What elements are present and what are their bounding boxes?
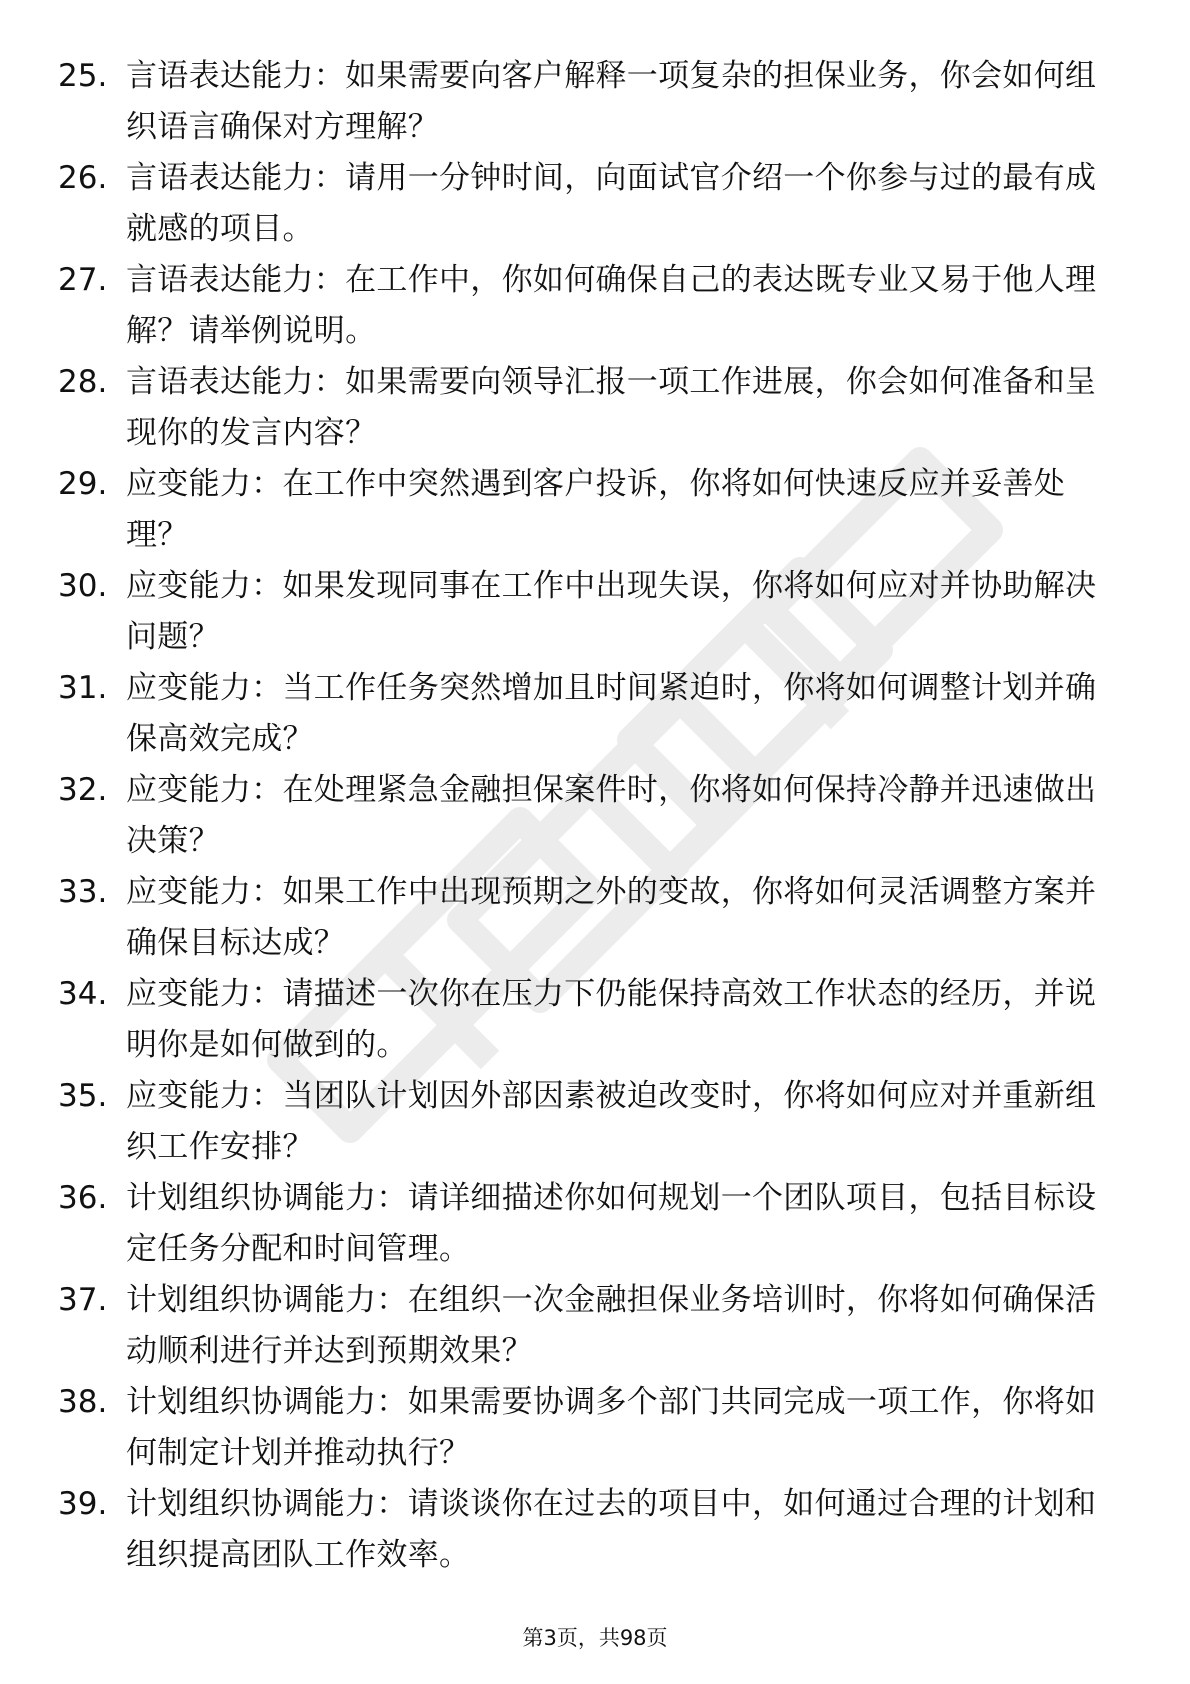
- question-text: 应变能力：在处理紧急金融担保案件时，你将如何保持冷静并迅速做出决策？: [126, 772, 1097, 859]
- question-text: 计划组织协调能力：在组织一次金融担保业务培训时，你将如何确保活动顺利进行并达到预期效果？: [126, 1282, 1097, 1369]
- question-item: [58, 1479, 1108, 1581]
- question-number: 29.: [58, 466, 108, 502]
- question-item: [58, 51, 1108, 153]
- question-item: [58, 765, 1108, 867]
- question-text: 计划组织协调能力：请谈谈你在过去的项目中，如何通过合理的计划和组织提高团队工作效率。: [126, 1486, 1097, 1573]
- question-number: 28.: [58, 364, 108, 400]
- question-item: [58, 459, 1108, 561]
- question-text: 计划组织协调能力：如果需要协调多个部门共同完成一项工作，你将如何制定计划并推动执行？: [126, 1384, 1097, 1471]
- question-text: 言语表达能力：在工作中，你如何确保自己的表达既专业又易于他人理解？请举例说明。: [126, 262, 1097, 349]
- question-number: 35.: [58, 1078, 108, 1114]
- question-item: [58, 663, 1108, 765]
- question-text: 言语表达能力：请用一分钟时间，向面试官介绍一个你参与过的最有成就感的项目。: [126, 160, 1097, 247]
- question-number: 32.: [58, 772, 108, 808]
- question-text: 应变能力：如果工作中出现预期之外的变故，你将如何灵活调整方案并确保目标达成？: [126, 874, 1097, 961]
- question-text: 应变能力：在工作中突然遇到客户投诉，你将如何快速反应并妥善处理？: [126, 466, 1065, 553]
- question-item: [58, 1173, 1108, 1275]
- question-text: 应变能力：如果发现同事在工作中出现失误，你将如何应对并协助解决问题？: [126, 568, 1097, 655]
- page-number-footer: 第3页，共98页: [522, 1626, 668, 1650]
- question-number: 39.: [58, 1486, 108, 1522]
- question-number: 34.: [58, 976, 108, 1012]
- question-item: [58, 357, 1108, 459]
- question-number: 26.: [58, 160, 108, 196]
- question-number: 38.: [58, 1384, 108, 1420]
- question-number: 31.: [58, 670, 108, 706]
- question-item: [58, 561, 1108, 663]
- question-item: [58, 867, 1108, 969]
- question-item: [58, 969, 1108, 1071]
- question-number: 25.: [58, 58, 108, 94]
- question-item: [58, 1071, 1108, 1173]
- question-text: 言语表达能力：如果需要向客户解释一项复杂的担保业务，你会如何组织语言确保对方理解？: [126, 58, 1097, 145]
- question-number: 30.: [58, 568, 108, 604]
- question-text: 应变能力：当工作任务突然增加且时间紧迫时，你将如何调整计划并确保高效完成？: [126, 670, 1097, 757]
- question-number: 36.: [58, 1180, 108, 1216]
- question-item: [58, 1377, 1108, 1479]
- question-item: [58, 1275, 1108, 1377]
- question-text: 计划组织协调能力：请详细描述你如何规划一个团队项目，包括目标设定任务分配和时间管理。: [126, 1180, 1097, 1267]
- question-item: [58, 255, 1108, 357]
- question-text: 应变能力：请描述一次你在压力下仍能保持高效工作状态的经历，并说明你是如何做到的。: [126, 976, 1097, 1063]
- question-number: 33.: [58, 874, 108, 910]
- question-number: 27.: [58, 262, 108, 298]
- question-text: 言语表达能力：如果需要向领导汇报一项工作进展，你会如何准备和呈现你的发言内容？: [126, 364, 1097, 451]
- question-item: [58, 153, 1108, 255]
- question-number: 37.: [58, 1282, 108, 1318]
- question-text: 应变能力：当团队计划因外部因素被迫改变时，你将如何应对并重新组织工作安排？: [126, 1078, 1097, 1165]
- question-list: [58, 51, 1108, 1581]
